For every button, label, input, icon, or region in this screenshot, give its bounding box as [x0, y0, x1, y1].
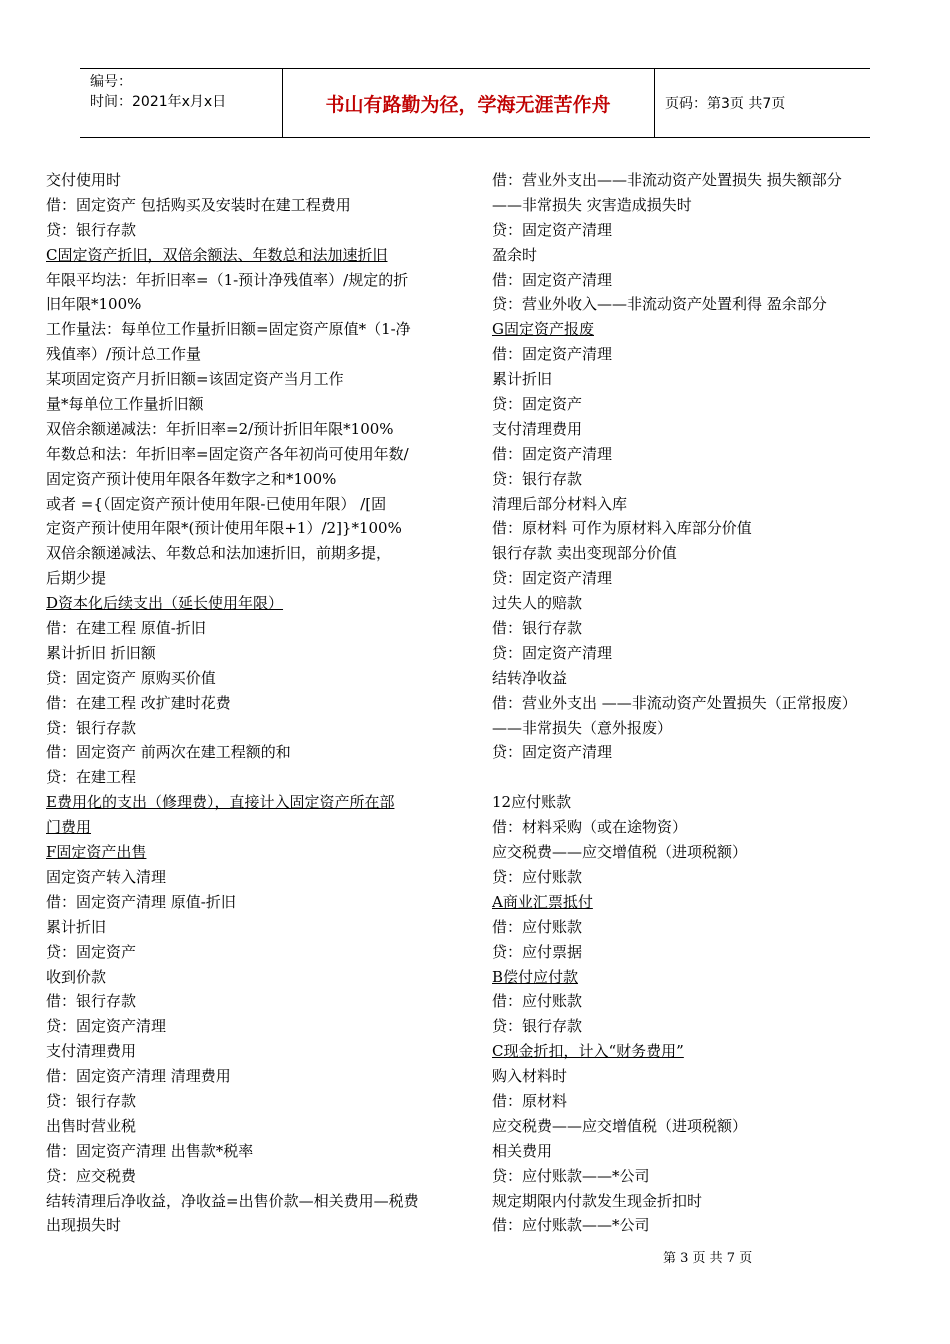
text-line: 借：在建工程 原值-折旧 [46, 619, 206, 638]
text-line: 借：固定资产清理 [492, 270, 613, 289]
section-heading: G固定资产报废 [492, 320, 594, 339]
text-line: 支付清理费用 [492, 419, 583, 438]
text-line: 贷：固定资产 [492, 395, 583, 414]
section-heading: F固定资产出售 [46, 843, 147, 862]
page-label: 页码：第3页 共7页 [665, 96, 786, 112]
text-line: 残值率）/预计总工作量 [46, 345, 202, 364]
text-line: 12应付账款 [492, 793, 572, 812]
text-line: 贷：应付账款 [492, 867, 583, 886]
text-line: 双倍余额递减法、年数总和法加速折旧，前期多提， [46, 544, 392, 563]
text-line: 应交税费——应交增值税（进项税额） [492, 1116, 748, 1135]
text-line: 结转净收益 [492, 668, 568, 687]
text-line: 贷：固定资产清理 [492, 643, 613, 662]
text-line: 收到价款 [46, 967, 107, 986]
text-line: 盈余时 [492, 245, 538, 264]
text-line: 借：固定资产清理 [492, 345, 613, 364]
text-line: 借：在建工程 改扩建时花费 [46, 693, 231, 712]
section-heading: D资本化后续支出（延长使用年限） [46, 594, 284, 613]
text-line: 贷：银行存款 [46, 718, 137, 737]
text-line: 后期少提 [46, 569, 107, 588]
text-line: 借：营业外支出——非流动资产处置损失 损失额部分 [492, 171, 842, 189]
text-line: 贷：银行存款 [492, 469, 583, 488]
text-line: 购入材料时 [492, 1067, 568, 1086]
text-line: 相关费用 [492, 1141, 553, 1160]
text-line [492, 765, 912, 790]
page-header [80, 68, 870, 138]
text-line: 贷：银行存款 [46, 1091, 137, 1110]
text-line: 借：原材料 [492, 1091, 568, 1110]
text-line: 定资产预计使用年限*(预计使用年限+1）/2]}*100% [46, 519, 402, 538]
text-line: 年数总和法：年折旧率=固定资产各年初尚可使用年数/ [46, 444, 409, 463]
text-line: 借：材料采购（或在途物资） [492, 818, 688, 837]
text-line: 贷：应付票据 [492, 942, 583, 961]
text-line: 量*每单位工作量折旧额 [46, 395, 204, 414]
text-line: 借：应付账款 [492, 992, 583, 1011]
text-line: 银行存款 卖出变现部分价值 [492, 544, 677, 563]
header-page-info [655, 69, 870, 137]
text-line: 借：银行存款 [492, 619, 583, 638]
text-line: ——非常损失（意外报废） [492, 718, 673, 737]
right-column [492, 168, 912, 1238]
text-line: 贷：固定资产 [46, 942, 137, 961]
text-line: 出现损失时 [46, 1216, 122, 1235]
text-line: 双倍余额递减法：年折旧率=2/预计折旧年限*100% [46, 419, 394, 438]
text-line: 借：固定资产清理 清理费用 [46, 1067, 231, 1086]
text-line: 贷：营业外收入——非流动资产处置利得 盈余部分 [492, 295, 827, 314]
text-line: 贷：固定资产 原购买价值 [46, 668, 216, 687]
section-heading: E费用化的支出（修理费），直接计入固定资产所在部 [46, 793, 395, 812]
text-line: 借：固定资产清理 原值-折旧 [46, 892, 236, 911]
section-heading: 门费用 [46, 818, 92, 837]
text-line: 累计折旧 [46, 917, 107, 936]
text-line: 借：固定资产清理 [492, 444, 613, 463]
text-line: 或者 ={（固定资产预计使用年限-已使用年限） /[固 [46, 494, 387, 513]
text-line: ——非常损失 灾害造成损失时 [492, 195, 692, 214]
page-footer: 第 3 页 共 7 页 [663, 1251, 753, 1266]
text-line: 借：固定资产 包括购买及安装时在建工程费用 [46, 195, 351, 214]
text-line: 固定资产转入清理 [46, 867, 167, 886]
text-line: 年限平均法：年折旧率=（1-预计净残值率）/规定的折 [46, 270, 409, 289]
left-column [46, 168, 464, 1238]
text-line: 借：原材料 可作为原材料入库部分价值 [492, 519, 752, 538]
section-heading: A商业汇票抵付 [492, 892, 593, 911]
text-line: 贷：银行存款 [492, 1017, 583, 1036]
text-line: 累计折旧 折旧额 [46, 643, 156, 662]
text-line: 贷：应交税费 [46, 1166, 137, 1185]
text-line: 借：银行存款 [46, 992, 137, 1011]
text-line: 累计折旧 [492, 370, 553, 389]
text-line: 应交税费——应交增值税（进项税额） [492, 843, 748, 862]
header-motto: 书山有路勤为径，学海无涯苦作舟 [282, 69, 655, 137]
text-line: 借：固定资产清理 出售款*税率 [46, 1141, 254, 1160]
text-line: 借：应付账款——*公司 [492, 1216, 650, 1235]
text-line: 贷：固定资产清理 [492, 743, 613, 762]
time-label: 时间：2021年x月x日 [90, 94, 227, 110]
header-meta [80, 69, 283, 137]
section-heading: B偿付应付款 [492, 967, 579, 986]
text-line: 贷：在建工程 [46, 768, 137, 787]
text-line: 贷：固定资产清理 [492, 220, 613, 239]
text-line: 交付使用时 [46, 171, 122, 189]
text-line: 清理后部分材料入库 [492, 494, 628, 513]
section-heading: C固定资产折旧，双倍余额法、年数总和法加速折旧 [46, 245, 388, 264]
text-line: 出售时营业税 [46, 1116, 137, 1135]
section-heading: C现金折扣，计入“财务费用” [492, 1042, 684, 1061]
text-line: 旧年限*100% [46, 295, 142, 314]
text-line: 某项固定资产月折旧额=该固定资产当月工作 [46, 370, 344, 389]
text-line: 借：应付账款 [492, 917, 583, 936]
text-line: 贷：银行存款 [46, 220, 137, 239]
text-line: 工作量法：每单位工作量折旧额=固定资产原值*（1-净 [46, 320, 411, 339]
text-line: 贷：应付账款——*公司 [492, 1166, 650, 1185]
text-line: 贷：固定资产清理 [46, 1017, 167, 1036]
number-label: 编号： [90, 74, 132, 90]
text-line: 借：固定资产 前两次在建工程额的和 [46, 743, 291, 762]
text-line: 固定资产预计使用年限各年数字之和*100% [46, 469, 337, 488]
text-line: 借：营业外支出 ——非流动资产处置损失（正常报废） [492, 693, 857, 712]
text-line: 结转清理后净收益，净收益=出售价款—相关费用—税费 [46, 1191, 419, 1210]
text-line: 支付清理费用 [46, 1042, 137, 1061]
text-line: 规定期限内付款发生现金折扣时 [492, 1191, 703, 1210]
text-line: 过失人的赔款 [492, 594, 583, 613]
text-line: 贷：固定资产清理 [492, 569, 613, 588]
